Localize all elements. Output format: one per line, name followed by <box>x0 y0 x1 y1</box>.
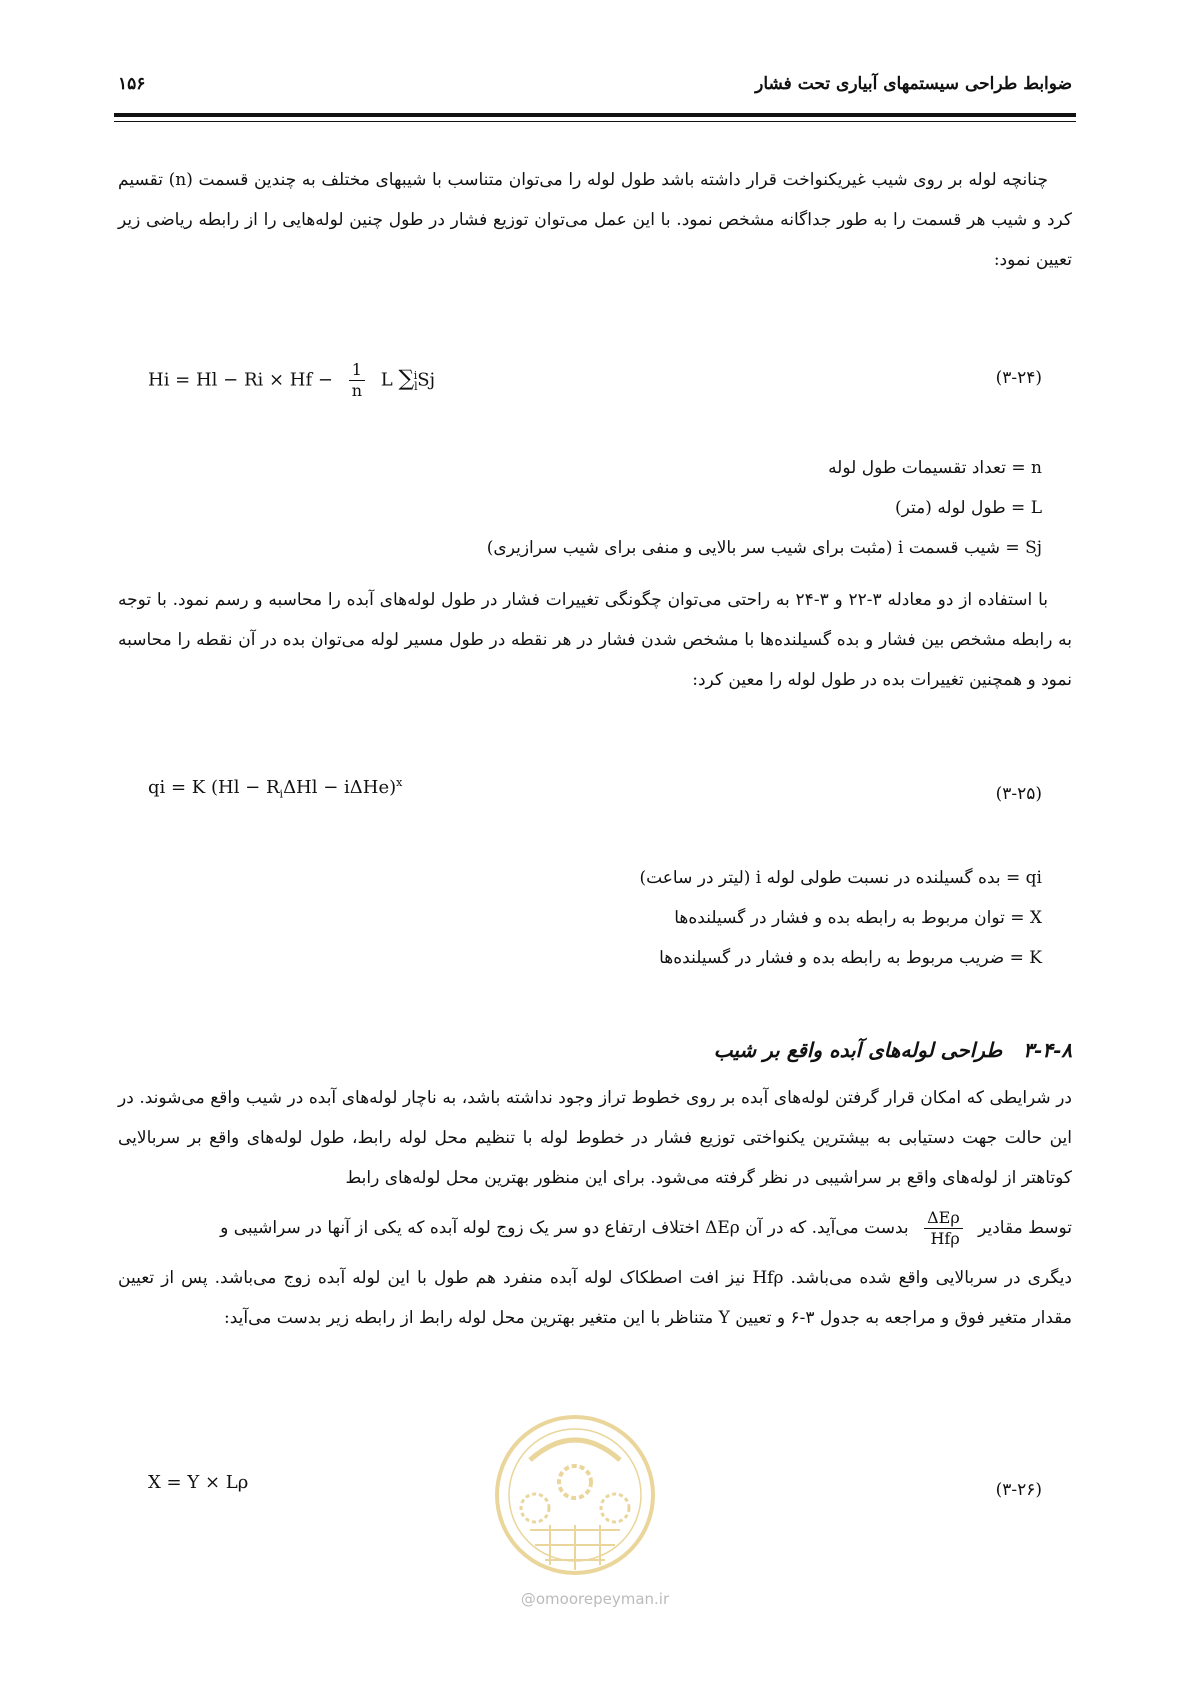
paragraph-pressure: با استفاده از دو معادله ۳-۲۲ و ۳-۲۴ به راحتی می‌توان چگونگی تغییرات فشار در طول لوله‌های آبده را محاسبه و رسم نمود. با توجه به رابطه مشخص بین فشار و بده گسیلنده‌ها با مشخص شدن فشار در هر نقطه در طول مسیر لوله می‌توان بده در آن نقطه را محاسبه نمود و همچنین تغییرات بده در طول لوله را معین کرد: <box>118 590 1072 690</box>
running-header <box>118 72 1072 102</box>
equation-25-number: (۳-۲۵) <box>995 784 1042 804</box>
watermark-seal-icon <box>490 1400 660 1580</box>
header-rule-thin <box>114 121 1076 122</box>
definition-K: K = ضریب مربوط به رابطه بده و فشار در گسیلنده‌ها <box>659 948 1042 968</box>
fraction-dE-over-Hf: $\frac{\text{ΔEρ}}{\text{Hfρ}}$ <box>924 1208 963 1249</box>
equation-25 <box>148 776 1042 826</box>
definition-Sj: Sj = شیب قسمت i (مثبت برای شیب سر بالایی و منفی برای شیب سرازیری) <box>486 538 1042 558</box>
equation-24 <box>148 360 1042 410</box>
equation-24-formula: Hi = Hl − Ri × Hf − $\frac{1}{n}$ L $\sum_l^iSj$ <box>148 360 436 400</box>
definition-n: n = تعداد تقسیمات طول لوله <box>828 458 1042 478</box>
equation-24-number: (۳-۲۴) <box>995 368 1042 388</box>
definition-qi: qi = بده گسیلنده در نسبت طولی لوله i (لیتر در ساعت) <box>639 868 1042 888</box>
section-title: طراحی لوله‌های آبده واقع بر شیب <box>713 1038 1003 1062</box>
section-heading <box>714 1038 1072 1062</box>
definition-X: X = توان مربوط به رابطه بده و فشار در گسیلنده‌ها <box>674 908 1042 928</box>
paragraph-intro: چنانچه لوله بر روی شیب غیریکنواخت قرار داشته باشد طول لوله را می‌توان متناسب با شیبهای مختلف به چندین قسمت (n) تقسیم کرد و شیب هر قسمت را به طور جداگانه مشخص نمود. با این عمل می‌توان توزیع فشار در طول چنین لوله‌هایی را از رابطه ریاضی زیر تعیین نمود: <box>118 170 1072 270</box>
paragraph-slope-continued: دیگری در سربالایی واقع شده می‌باشد. Hfρ نیز افت اصطکاک لوله آبده منفرد هم طول با این لوله آبده زوج می‌باشد. پس از تعیین مقدار متغیر فوق و مراجعه به جدول ۳-۶ و تعیین Y متناظر با این متغیر بهترین محل لوله رابط از رابطه زیر بدست می‌آید: <box>118 1268 1072 1328</box>
sum-symbol: ∑ <box>398 366 415 392</box>
fraction-1-over-n: $\frac{1}{n}$ <box>349 360 365 401</box>
paragraph-slope: در شرایطی که امکان قرار گرفتن لوله‌های آبده بر روی خطوط تراز وجود نداشته باشد، به ناچار لوله‌های آبده در شیب واقع می‌شوند. در این حالت جهت دستیابی به بیشترین یکنواختی توزیع فشار در خطوط لوله با تنظیم محل لوله رابط، طول لوله‌های واقع بر سربالایی کوتاهتر از لوله‌های واقع بر سراشیبی در نظر گرفته می‌شود. برای این منظور بهترین محل لوله‌های رابط <box>118 1088 1072 1188</box>
equation-26-formula: X = Y × Lρ <box>148 1472 249 1493</box>
equation-26-number: (۳-۲۶) <box>995 1480 1042 1500</box>
page-number: ۱۵۶ <box>118 74 146 94</box>
equation-25-formula: qi = K $(Hl - R_i\Delta Hl - i\Delta He)^x$ <box>148 776 403 801</box>
definitions-eq24 <box>487 448 1042 568</box>
watermark-url: @omoorepeyman.ir <box>520 1590 670 1608</box>
section-number: ۳-۴-۸ <box>1023 1038 1072 1062</box>
definitions-eq25 <box>639 858 1042 978</box>
running-title: ضوابط طراحی سیستمهای آبیاری تحت فشار <box>755 74 1072 94</box>
header-rule-thick <box>114 113 1076 117</box>
definition-L: L = طول لوله (متر) <box>895 498 1042 518</box>
paragraph-slope-fraction-line: توسط مقادیر $\frac{\text{ΔEρ}}{\text{Hfρ}}$ بدست می‌آید. که در آن ΔEρ اختلاف ارتفاع دو سر یک زوج لوله آبده که یکی از آنها در سراشیبی و <box>220 1208 1072 1248</box>
